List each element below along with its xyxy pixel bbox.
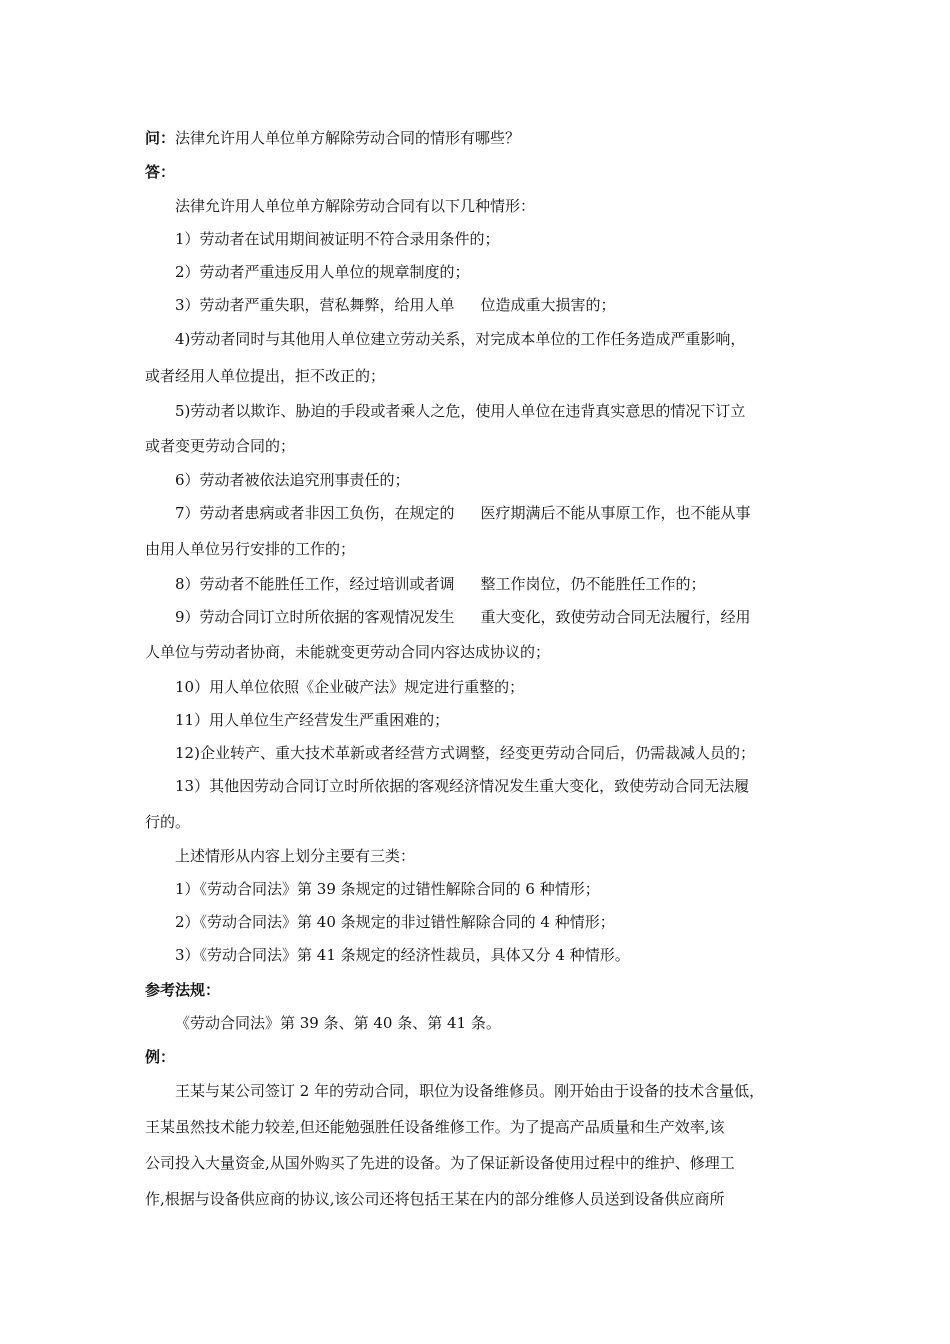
answer-item-continuation: 由用人单位另行安排的工作的； bbox=[145, 540, 356, 558]
answer-item-part: 7）劳动者患病或者非因工负伤，在规定的 bbox=[175, 504, 455, 522]
answer-item: 4)劳动者同时与其他用人单位建立劳动关系，对完成本单位的工作任务造成严重影响， bbox=[175, 330, 746, 348]
answer-item: 1）劳动者在试用期间被证明不符合录用条件的； bbox=[175, 230, 500, 248]
answer-item-continuation: 行的。 bbox=[145, 813, 191, 831]
reference-label: 参考法规： bbox=[145, 981, 221, 999]
answer-item: 10）用人单位依照《企业破产法》规定进行重整的； bbox=[175, 678, 525, 696]
answer-item-part: 重大变化，致使劳动合同无法履行，经用 bbox=[480, 608, 751, 626]
answer-item-part: 3）劳动者严重失职，营私舞弊，给用人单 bbox=[175, 296, 455, 314]
answer-item-part: 8）劳动者不能胜任工作，经过培训或者调 bbox=[175, 575, 455, 593]
answer-item bbox=[175, 574, 855, 594]
answer-item-part: 9）劳动合同订立时所依据的客观情况发生 bbox=[175, 608, 455, 626]
answer-item bbox=[175, 503, 855, 523]
example-line: 王某与某公司签订 2 年的劳动合同，职位为设备维修员。刚开始由于设备的技术含量低， bbox=[175, 1082, 765, 1100]
answer-item: 2）劳动者严重违反用人单位的规章制度的； bbox=[175, 263, 470, 281]
category-item: 3）《劳动合同法》第 41 条规定的经济性裁员，具体又分 4 种情形。 bbox=[175, 946, 630, 964]
reference-text: 《劳动合同法》第 39 条、第 40 条、第 41 条。 bbox=[175, 1014, 501, 1032]
question-line bbox=[145, 128, 825, 148]
answer-item: 11）用人单位生产经营发生严重困难的； bbox=[175, 711, 450, 729]
example-line: 王某虽然技术能力较差,但还能勉强胜任设备维修工作。为了提高产品质量和生产效率,该 bbox=[145, 1118, 725, 1136]
answer-item: 6）劳动者被依法追究刑事责任的； bbox=[175, 471, 410, 489]
answer-item: 13）其他因劳动合同订立时所依据的客观经济情况发生重大变化，致使劳动合同无法履 bbox=[175, 777, 750, 795]
question-label: 问： bbox=[145, 129, 176, 147]
category-item: 1）《劳动合同法》第 39 条规定的过错性解除合同的 6 种情形； bbox=[175, 880, 600, 898]
answer-item bbox=[175, 607, 855, 627]
question-text: 法律允许用人单位单方解除劳动合同的情形有哪些？ bbox=[175, 129, 521, 147]
answer-item: 5)劳动者以欺诈、胁迫的手段或者乘人之危，使用人单位在违背真实意思的情况下订立 bbox=[175, 402, 746, 420]
answer-item bbox=[175, 295, 855, 315]
answer-item-part: 位造成重大损害的； bbox=[480, 296, 616, 314]
summary-intro: 上述情形从内容上划分主要有三类： bbox=[175, 847, 416, 865]
answer-item-continuation: 或者变更劳动合同的； bbox=[145, 437, 296, 455]
answer-item-part: 医疗期满后不能从事原工作，也不能从事 bbox=[480, 504, 751, 522]
answer-item-part: 整工作岗位，仍不能胜任工作的； bbox=[480, 575, 706, 593]
example-line: 公司投入大量资金,从国外购买了先进的设备。为了保证新设备使用过程中的维护、修理工 bbox=[145, 1154, 735, 1172]
answer-intro: 法律允许用人单位单方解除劳动合同有以下几种情形： bbox=[175, 197, 536, 215]
example-label: 例： bbox=[145, 1048, 176, 1066]
answer-label: 答： bbox=[145, 163, 176, 181]
category-item: 2）《劳动合同法》第 40 条规定的非过错性解除合同的 4 种情形； bbox=[175, 913, 615, 931]
answer-item-continuation: 人单位与劳动者协商，未能就变更劳动合同内容达成协议的； bbox=[145, 643, 551, 661]
answer-item-continuation: 或者经用人单位提出，拒不改正的； bbox=[145, 367, 386, 385]
example-line: 作,根据与设备供应商的协议,该公司还将包括王某在内的部分维修人员送到设备供应商所 bbox=[145, 1190, 725, 1208]
answer-item: 12)企业转产、重大技术革新或者经营方式调整，经变更劳动合同后，仍需裁减人员的； bbox=[175, 744, 755, 762]
